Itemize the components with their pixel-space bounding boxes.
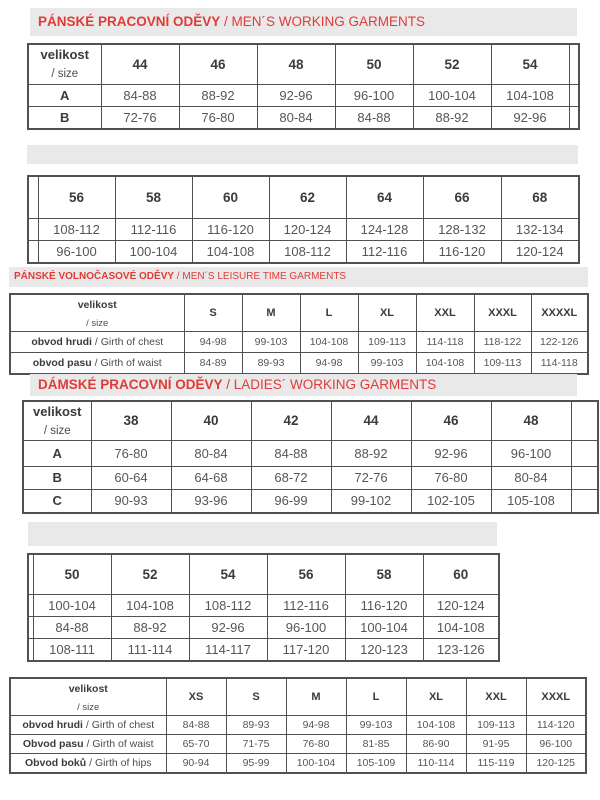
size-range-cell: 120-125 bbox=[526, 754, 586, 773]
size-range-cell: 95-99 bbox=[226, 754, 286, 773]
data-row bbox=[23, 466, 598, 489]
stub-cell bbox=[569, 44, 579, 84]
size-range-cell: 91-95 bbox=[466, 735, 526, 754]
size-range-cell: 112-116 bbox=[346, 240, 423, 263]
size-column-header: S bbox=[184, 294, 242, 332]
table-mens-leisure-sizes bbox=[9, 293, 589, 375]
size-range-cell: 120-124 bbox=[501, 240, 579, 263]
size-label-english: / size bbox=[51, 68, 79, 81]
row-label bbox=[10, 716, 166, 735]
size-range-cell: 68-72 bbox=[251, 466, 331, 489]
size-table bbox=[27, 553, 500, 662]
size-range-cell: 86-90 bbox=[406, 735, 466, 754]
size-range-cell: 104-108 bbox=[111, 594, 189, 616]
size-range-cell: 104-108 bbox=[416, 353, 474, 374]
size-range-cell: 99-103 bbox=[358, 353, 416, 374]
size-range-cell: 104-108 bbox=[406, 716, 466, 735]
size-column-header: 38 bbox=[91, 401, 171, 440]
data-row bbox=[10, 332, 588, 353]
size-column-header: XL bbox=[406, 678, 466, 716]
size-table bbox=[22, 400, 599, 514]
stub-cell bbox=[571, 440, 598, 466]
data-row bbox=[28, 106, 579, 129]
header-row bbox=[28, 176, 579, 218]
data-row bbox=[28, 594, 499, 616]
size-column-header: 56 bbox=[38, 176, 115, 218]
size-range-cell: 65-70 bbox=[166, 735, 226, 754]
size-range-cell: 122-126 bbox=[531, 332, 588, 353]
data-row bbox=[28, 616, 499, 638]
stub-cell bbox=[569, 84, 579, 106]
section-title-mens-leisure bbox=[9, 267, 588, 287]
size-column-header: 58 bbox=[345, 554, 423, 594]
size-range-cell: 100-104 bbox=[33, 594, 111, 616]
table-mens-working-sizes-56-68 bbox=[27, 175, 580, 264]
data-row bbox=[10, 735, 586, 754]
size-column-header: 56 bbox=[267, 554, 345, 594]
size-range-cell: 109-113 bbox=[474, 353, 531, 374]
header-row bbox=[28, 44, 579, 84]
measure-label-czech: Obvod boků bbox=[24, 756, 87, 769]
size-range-cell: 108-112 bbox=[38, 218, 115, 240]
size-label-czech: velikost bbox=[77, 299, 117, 311]
size-range-cell: 96-100 bbox=[267, 616, 345, 638]
data-row bbox=[10, 754, 586, 773]
measure-label-czech: obvod pasu bbox=[32, 356, 92, 369]
size-label-czech: velikost bbox=[68, 683, 108, 695]
section-title-mens-working bbox=[30, 8, 577, 36]
size-range-cell: 96-100 bbox=[38, 240, 115, 263]
size-column-header: XXXL bbox=[526, 678, 586, 716]
size-range-cell: 100-104 bbox=[115, 240, 192, 263]
size-range-cell: 88-92 bbox=[179, 84, 257, 106]
size-column-header: XXL bbox=[466, 678, 526, 716]
size-column-header: 46 bbox=[179, 44, 257, 84]
size-range-cell: 100-104 bbox=[345, 616, 423, 638]
size-range-cell: 115-119 bbox=[466, 754, 526, 773]
size-range-cell: 117-120 bbox=[267, 638, 345, 661]
section-title-mens-leisure-english: / MEN´S LEISURE TIME GARMENTS bbox=[174, 271, 347, 282]
size-label-czech: velikost bbox=[33, 403, 82, 419]
size-range-cell: 108-112 bbox=[269, 240, 346, 263]
size-label-czech: velikost bbox=[40, 47, 89, 63]
size-range-cell: 114-117 bbox=[189, 638, 267, 661]
size-range-cell: 96-99 bbox=[251, 489, 331, 513]
size-range-cell: 88-92 bbox=[111, 616, 189, 638]
size-column-header: 54 bbox=[491, 44, 569, 84]
size-range-cell: 84-88 bbox=[33, 616, 111, 638]
stub-cell bbox=[28, 240, 38, 263]
size-range-cell: 114-120 bbox=[526, 716, 586, 735]
size-range-cell: 128-132 bbox=[423, 218, 501, 240]
size-column-header: 44 bbox=[101, 44, 179, 84]
header-row bbox=[10, 678, 586, 716]
size-column-header: 48 bbox=[257, 44, 335, 84]
size-range-cell: 104-108 bbox=[423, 616, 499, 638]
size-table bbox=[9, 677, 587, 774]
size-label-header bbox=[10, 294, 184, 332]
size-range-cell: 99-103 bbox=[242, 332, 300, 353]
size-range-cell: 105-109 bbox=[346, 754, 406, 773]
size-column-header: 44 bbox=[331, 401, 411, 440]
size-column-header: 46 bbox=[411, 401, 491, 440]
size-table bbox=[27, 175, 580, 264]
size-range-cell: 116-120 bbox=[423, 240, 501, 263]
stub-cell bbox=[28, 176, 38, 218]
data-row bbox=[23, 440, 598, 466]
data-row bbox=[10, 353, 588, 374]
size-range-cell: 96-100 bbox=[335, 84, 413, 106]
size-range-cell: 112-116 bbox=[267, 594, 345, 616]
size-column-header: XXXL bbox=[474, 294, 531, 332]
measure-label-english: / Girth of waist bbox=[86, 738, 154, 750]
size-label-english: / size bbox=[43, 424, 71, 437]
size-column-header: 68 bbox=[501, 176, 579, 218]
data-row bbox=[10, 716, 586, 735]
size-range-cell: 92-96 bbox=[257, 84, 335, 106]
size-range-cell: 72-76 bbox=[101, 106, 179, 129]
measure-label-english: / Girth of chest bbox=[85, 719, 155, 731]
size-column-header: 60 bbox=[423, 554, 499, 594]
size-range-cell: 108-111 bbox=[33, 638, 111, 661]
stub-cell bbox=[571, 466, 598, 489]
size-range-cell: 124-128 bbox=[346, 218, 423, 240]
size-range-cell: 80-84 bbox=[257, 106, 335, 129]
row-label bbox=[10, 353, 184, 374]
size-range-cell: 123-126 bbox=[423, 638, 499, 661]
row-label: C bbox=[23, 489, 91, 513]
row-label: A bbox=[23, 440, 91, 466]
size-range-cell: 114-118 bbox=[416, 332, 474, 353]
data-row bbox=[23, 489, 598, 513]
size-range-cell: 94-98 bbox=[286, 716, 346, 735]
size-column-header: XXXXL bbox=[531, 294, 588, 332]
size-range-cell: 92-96 bbox=[189, 616, 267, 638]
size-range-cell: 84-88 bbox=[251, 440, 331, 466]
size-range-cell: 90-94 bbox=[166, 754, 226, 773]
size-range-cell: 99-103 bbox=[346, 716, 406, 735]
stub-cell bbox=[569, 106, 579, 129]
divider-bar-mens-working bbox=[27, 145, 578, 164]
size-column-header: 50 bbox=[33, 554, 111, 594]
size-column-header: M bbox=[286, 678, 346, 716]
section-title-mens-working-english: / MEN´S WORKING GARMENTS bbox=[220, 14, 426, 29]
size-range-cell: 118-122 bbox=[474, 332, 531, 353]
data-row bbox=[28, 84, 579, 106]
size-label-english: / size bbox=[77, 702, 100, 713]
section-title-ladies-working-english: / LADIES´ WORKING GARMENTS bbox=[222, 377, 437, 392]
row-label bbox=[10, 735, 166, 754]
measure-label-english: / Girth of chest bbox=[94, 336, 164, 348]
measure-label-english: / Girth of waist bbox=[94, 356, 162, 369]
size-column-header: 54 bbox=[189, 554, 267, 594]
size-range-cell: 96-100 bbox=[526, 735, 586, 754]
size-range-cell: 112-116 bbox=[115, 218, 192, 240]
size-range-cell: 93-96 bbox=[171, 489, 251, 513]
size-column-header: XL bbox=[358, 294, 416, 332]
size-range-cell: 84-88 bbox=[166, 716, 226, 735]
size-column-header: 52 bbox=[413, 44, 491, 84]
size-range-cell: 109-113 bbox=[358, 332, 416, 353]
size-column-header: 40 bbox=[171, 401, 251, 440]
size-range-cell: 64-68 bbox=[171, 466, 251, 489]
size-table bbox=[9, 293, 589, 375]
header-row bbox=[23, 401, 598, 440]
size-range-cell: 132-134 bbox=[501, 218, 579, 240]
size-range-cell: 110-114 bbox=[406, 754, 466, 773]
section-title-ladies-working-czech: DÁMSKÉ PRACOVNÍ ODĚVY bbox=[38, 377, 223, 392]
size-range-cell: 104-108 bbox=[300, 332, 358, 353]
size-range-cell: 71-75 bbox=[226, 735, 286, 754]
size-range-cell: 81-85 bbox=[346, 735, 406, 754]
size-range-cell: 90-93 bbox=[91, 489, 171, 513]
table-ladies-measurements-xs-xxxl bbox=[9, 677, 587, 774]
data-row bbox=[28, 638, 499, 661]
size-range-cell: 88-92 bbox=[331, 440, 411, 466]
size-range-cell: 84-88 bbox=[335, 106, 413, 129]
measure-label-czech: obvod hrudi bbox=[31, 336, 92, 348]
size-range-cell: 72-76 bbox=[331, 466, 411, 489]
size-range-cell: 89-93 bbox=[226, 716, 286, 735]
size-range-cell: 76-80 bbox=[179, 106, 257, 129]
row-label: B bbox=[28, 106, 101, 129]
table-mens-working-sizes-44-54 bbox=[27, 43, 580, 130]
row-label bbox=[10, 332, 184, 353]
size-range-cell: 94-98 bbox=[184, 332, 242, 353]
size-range-cell: 89-93 bbox=[242, 353, 300, 374]
row-label: A bbox=[28, 84, 101, 106]
measure-label-english: / Girth of hips bbox=[89, 756, 152, 769]
size-range-cell: 80-84 bbox=[491, 466, 571, 489]
data-row bbox=[28, 218, 579, 240]
data-row bbox=[28, 240, 579, 263]
size-range-cell: 114-118 bbox=[531, 353, 588, 374]
size-column-header: 50 bbox=[335, 44, 413, 84]
size-column-header: XXL bbox=[416, 294, 474, 332]
size-column-header: 62 bbox=[269, 176, 346, 218]
header-row bbox=[28, 554, 499, 594]
size-range-cell: 104-108 bbox=[491, 84, 569, 106]
table-ladies-working-sizes-50-60 bbox=[27, 553, 500, 662]
size-label-header bbox=[28, 44, 101, 84]
size-range-cell: 116-120 bbox=[192, 218, 269, 240]
size-column-header: 58 bbox=[115, 176, 192, 218]
size-label-header bbox=[10, 678, 166, 716]
size-label-english: / size bbox=[86, 318, 109, 329]
size-range-cell: 99-102 bbox=[331, 489, 411, 513]
size-range-cell: 94-98 bbox=[300, 353, 358, 374]
row-label: B bbox=[23, 466, 91, 489]
size-range-cell: 84-88 bbox=[101, 84, 179, 106]
size-column-header: L bbox=[300, 294, 358, 332]
size-column-header: 48 bbox=[491, 401, 571, 440]
size-range-cell: 100-104 bbox=[286, 754, 346, 773]
size-range-cell: 109-113 bbox=[466, 716, 526, 735]
size-column-header: L bbox=[346, 678, 406, 716]
size-range-cell: 120-123 bbox=[345, 638, 423, 661]
divider-bar-ladies-working bbox=[28, 522, 497, 546]
size-column-header: 66 bbox=[423, 176, 501, 218]
measure-label-czech: obvod hrudi bbox=[22, 719, 83, 731]
size-range-cell: 120-124 bbox=[269, 218, 346, 240]
size-table bbox=[27, 43, 580, 130]
size-range-cell: 92-96 bbox=[411, 440, 491, 466]
size-column-header: 60 bbox=[192, 176, 269, 218]
size-range-cell: 104-108 bbox=[192, 240, 269, 263]
size-range-cell: 108-112 bbox=[189, 594, 267, 616]
section-title-ladies-working bbox=[30, 374, 577, 396]
size-range-cell: 76-80 bbox=[411, 466, 491, 489]
size-range-cell: 111-114 bbox=[111, 638, 189, 661]
row-label bbox=[10, 754, 166, 773]
size-column-header: M bbox=[242, 294, 300, 332]
size-range-cell: 76-80 bbox=[91, 440, 171, 466]
size-label-header bbox=[23, 401, 91, 440]
size-range-cell: 100-104 bbox=[413, 84, 491, 106]
stub-cell bbox=[571, 489, 598, 513]
size-column-header: XS bbox=[166, 678, 226, 716]
size-column-header: 42 bbox=[251, 401, 331, 440]
size-range-cell: 116-120 bbox=[345, 594, 423, 616]
size-range-cell: 80-84 bbox=[171, 440, 251, 466]
size-range-cell: 88-92 bbox=[413, 106, 491, 129]
header-row bbox=[10, 294, 588, 332]
size-range-cell: 102-105 bbox=[411, 489, 491, 513]
stub-cell bbox=[28, 218, 38, 240]
size-range-cell: 96-100 bbox=[491, 440, 571, 466]
size-range-cell: 76-80 bbox=[286, 735, 346, 754]
size-range-cell: 60-64 bbox=[91, 466, 171, 489]
section-title-mens-working-czech: PÁNSKÉ PRACOVNÍ ODĚVY bbox=[38, 14, 221, 29]
size-range-cell: 84-89 bbox=[184, 353, 242, 374]
size-column-header: S bbox=[226, 678, 286, 716]
table-ladies-working-sizes-38-48 bbox=[22, 400, 599, 514]
size-column-header: 52 bbox=[111, 554, 189, 594]
stub-cell bbox=[571, 401, 598, 440]
size-column-header: 64 bbox=[346, 176, 423, 218]
size-range-cell: 105-108 bbox=[491, 489, 571, 513]
size-range-cell: 92-96 bbox=[491, 106, 569, 129]
measure-label-czech: Obvod pasu bbox=[22, 738, 84, 750]
section-title-mens-leisure-czech: PÁNSKÉ VOLNOČASOVÉ ODĚVY bbox=[14, 271, 175, 282]
size-range-cell: 120-124 bbox=[423, 594, 499, 616]
